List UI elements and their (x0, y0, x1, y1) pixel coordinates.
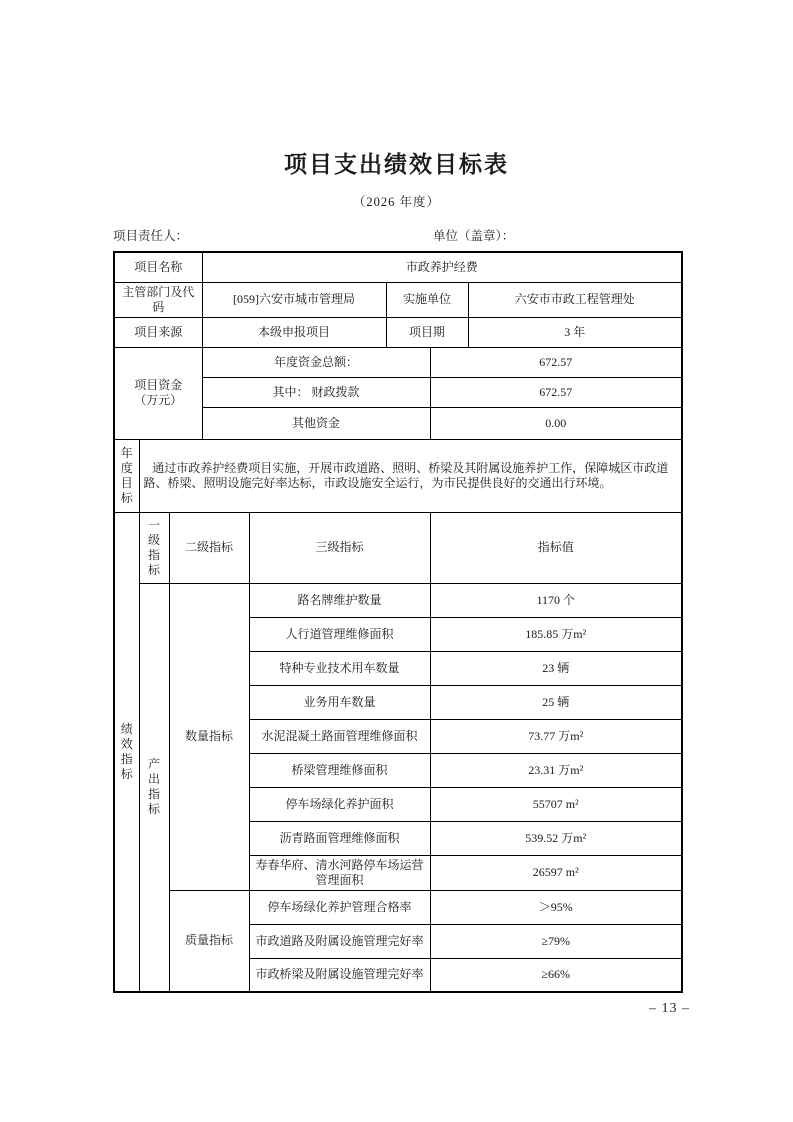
indicator-value: 23.31 万m² (430, 753, 682, 787)
indicator-name: 人行道管理维修面积 (249, 617, 430, 651)
source-label: 项目来源 (114, 317, 202, 347)
funding-other-value: 0.00 (430, 407, 682, 439)
indicator-row (114, 890, 682, 924)
dept-label: 主管部门及代码 (114, 282, 202, 317)
indicator-value: 185.85 万m² (430, 617, 682, 651)
indicator-name: 停车场绿化养护管理合格率 (249, 890, 430, 924)
byline (113, 226, 681, 244)
impl-unit-value: 六安市市政工程管理处 (468, 282, 682, 317)
indicators-section-label: 绩效指标 (114, 512, 139, 992)
col-header-value: 指标值 (430, 512, 682, 583)
project-name-value: 市政养护经费 (202, 252, 682, 282)
funding-fiscal-label: 其中： 财政拨款 (202, 377, 430, 407)
table-row-indicator-header (114, 512, 682, 583)
indicator-value: ＞95% (430, 890, 682, 924)
funding-other-label: 其他资金 (202, 407, 430, 439)
period-label: 项目期 (386, 317, 468, 347)
col-header-level3: 三级指标 (249, 512, 430, 583)
funding-label (114, 347, 202, 439)
indicator-name: 市政道路及附属设施管理完好率 (249, 924, 430, 958)
funding-fiscal-value: 672.57 (430, 377, 682, 407)
col-header-level1: 一级指标 (139, 512, 169, 583)
unit-seal-label: 单位（盖章）： (433, 229, 515, 243)
indicator-name: 业务用车数量 (249, 685, 430, 719)
table-row-project-name (114, 252, 682, 282)
annual-goal-text: 通过市政养护经费项目实施，开展市政道路、照明、桥梁及其附属设施养护工作，保障城区市政道路、桥梁、照明设施完好率达标，市政设施安全运行，为市民提供良好的交通出行环境。 (139, 439, 682, 512)
indicator-value: 25 辆 (430, 685, 682, 719)
indicator-name: 桥梁管理维修面积 (249, 753, 430, 787)
indicator-name: 水泥混凝土路面管理维修面积 (249, 719, 430, 753)
annual-goal-label: 年度目标 (114, 439, 139, 512)
responsible-person-label: 项目责任人： (113, 229, 189, 243)
project-name-label: 项目名称 (114, 252, 202, 282)
indicator-name: 特种专业技术用车数量 (249, 651, 430, 685)
indicator-value: 26597 m² (430, 855, 682, 890)
indicator-value: 55707 m² (430, 787, 682, 821)
indicator-value: 73.77 万m² (430, 719, 682, 753)
funding-total-value: 672.57 (430, 347, 682, 377)
indicator-name: 路名牌维护数量 (249, 583, 430, 617)
indicator-name: 沥青路面管理维修面积 (249, 821, 430, 855)
indicator-row (114, 583, 682, 617)
indicator-value: 23 辆 (430, 651, 682, 685)
dept-value: [059]六安市城市管理局 (202, 282, 386, 317)
table-row-source (114, 317, 682, 347)
level1-output-label: 产出指标 (139, 583, 169, 992)
indicator-name: 寿春华府、清水河路停车场运营管理面积 (249, 855, 430, 890)
period-value: 3 年 (468, 317, 682, 347)
level2-quality-label: 质量指标 (169, 890, 249, 992)
page-title: 项目支出绩效目标表 (284, 152, 509, 177)
indicator-value: ≥79% (430, 924, 682, 958)
level2-quantity-label: 数量指标 (169, 583, 249, 890)
table-row-dept (114, 282, 682, 317)
funding-label-line1: 项目资金 (134, 378, 183, 392)
indicator-value: 539.52 万m² (430, 821, 682, 855)
indicator-name: 市政桥梁及附属设施管理完好率 (249, 958, 430, 992)
indicator-value: 1170 个 (430, 583, 682, 617)
funding-label-line2: （万元） (134, 393, 183, 407)
source-value: 本级申报项目 (202, 317, 386, 347)
col-header-level2: 二级指标 (169, 512, 249, 583)
table-row-annual-goal (114, 439, 682, 512)
funding-total-label: 年度资金总额： (202, 347, 430, 377)
indicator-name: 停车场绿化养护面积 (249, 787, 430, 821)
page-subtitle: （2026 年度） (352, 195, 441, 209)
page-number: – 13 – (649, 1001, 690, 1016)
indicator-value: ≥66% (430, 958, 682, 992)
impl-unit-label: 实施单位 (386, 282, 468, 317)
table-row-funding-total (114, 347, 682, 377)
performance-target-table (113, 251, 683, 993)
